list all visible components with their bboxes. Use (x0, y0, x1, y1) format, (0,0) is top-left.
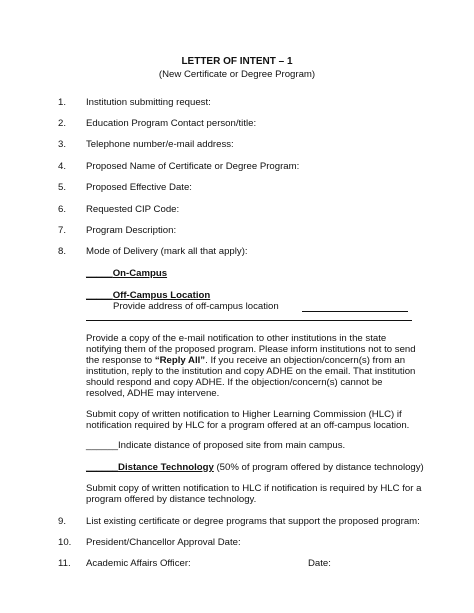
reply-all-text: “Reply All” (154, 355, 206, 366)
off-campus-label: Off-Campus Location (112, 290, 211, 301)
distance-tech-option (86, 462, 424, 474)
item-text: Telephone number/e-mail address: (86, 139, 234, 150)
notification-para-line: notifying them of the proposed program. Please inform institutions not to send (86, 344, 416, 355)
document-title: LETTER OF INTENT – 1 (181, 56, 293, 67)
distance-tech-note: (50% of program offered by distance technology) (213, 462, 424, 473)
notification-para-line: Provide a copy of the e-mail notification to other institutions in the state (86, 333, 387, 344)
para-text: the response to (86, 355, 155, 366)
para-text: . If you receive an objection/concern(s) from an (205, 355, 406, 366)
item-number: 1. (58, 97, 67, 108)
hlc-para-line: Submit copy of written notification to Higher Learning Commission (HLC) if (86, 409, 402, 420)
on-campus-label: On-Campus (112, 268, 168, 279)
item-number: 4. (58, 161, 67, 172)
item-text: Mode of Delivery (mark all that apply): (86, 246, 248, 257)
notification-para-line: institution, reply to the institution and copy ADHE on the email. That institution (86, 366, 416, 377)
item-number: 9. (58, 516, 67, 527)
on-campus-blank: _____ (86, 268, 113, 279)
item-number: 5. (58, 182, 67, 193)
item-number: 6. (58, 204, 67, 215)
off-campus-blank: _____ (86, 290, 113, 301)
item-text: Academic Affairs Officer: (86, 558, 191, 569)
item-number: 7. (58, 225, 67, 236)
hlc-distance-para-line: Submit copy of written notification to HLC if notification is required by HLC for a (86, 483, 422, 494)
item-text: Proposed Name of Certificate or Degree Program: (86, 161, 300, 172)
item-text: Program Description: (86, 225, 177, 236)
hlc-para-line: notification required by HLC for a program offered at an off-campus location. (86, 420, 410, 431)
on-campus-option (86, 268, 167, 280)
notification-para-line: resolved, ADHE may intervene. (86, 388, 220, 399)
distance-campus-option (86, 440, 345, 452)
distance-tech-label: Distance Technology (118, 462, 214, 473)
item-text: Proposed Effective Date: (86, 182, 192, 193)
off-campus-address-line (302, 311, 408, 312)
distance-campus-blank: ______ (86, 440, 119, 451)
item-text: Requested CIP Code: (86, 204, 180, 215)
distance-tech-blank: ______ (86, 462, 119, 473)
date-label: Date: (308, 558, 331, 569)
item-text: Institution submitting request: (86, 97, 211, 108)
off-campus-address-label: Provide address of off-campus location (113, 301, 279, 312)
item-text: President/Chancellor Approval Date: (86, 537, 241, 548)
off-campus-address-line-2 (86, 320, 412, 321)
item-text: Education Program Contact person/title: (86, 118, 257, 129)
item-number: 2. (58, 118, 67, 129)
hlc-distance-para-line: program offered by distance technology. (86, 494, 257, 505)
distance-campus-label: Indicate distance of proposed site from main campus. (118, 440, 346, 451)
item-number: 3. (58, 139, 67, 150)
item-number: 8. (58, 246, 67, 257)
document-subtitle: (New Certificate or Degree Program) (158, 69, 316, 80)
item-number: 11. (58, 558, 71, 569)
item-number: 10. (58, 537, 72, 548)
notification-para-line: should respond and copy ADHE. If the objection/concern(s) cannot be (86, 377, 383, 388)
item-text: List existing certificate or degree programs that support the proposed program: (86, 516, 420, 527)
